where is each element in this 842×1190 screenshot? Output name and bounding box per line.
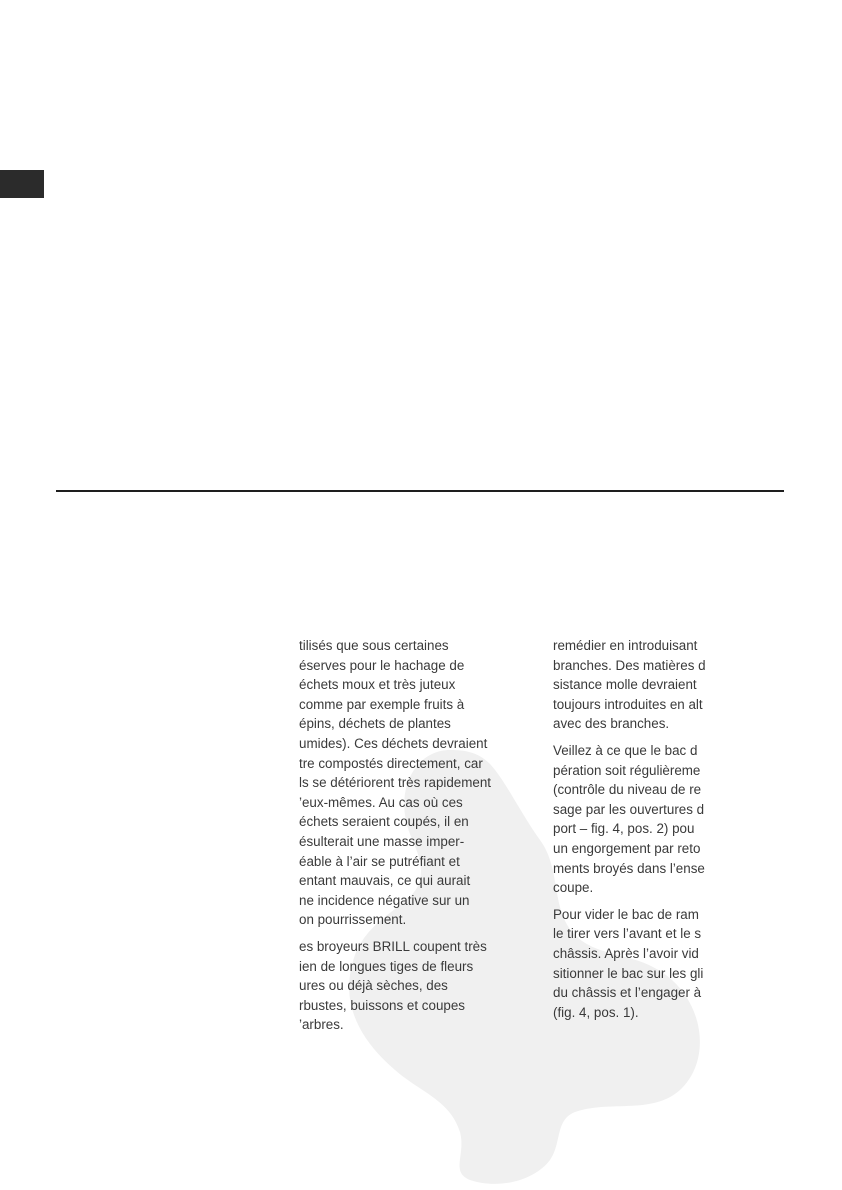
- text-line: Pour vider le bac de ram: [553, 906, 699, 922]
- paragraph-usage-restrictions: [299, 636, 535, 930]
- text-line: (contrôle du niveau de re: [553, 782, 702, 798]
- text-line: umides). Ces déchets devraient: [299, 735, 488, 751]
- paragraph-bin-check: [553, 741, 729, 898]
- text-line: es broyeurs BRILL coupent très: [299, 938, 487, 954]
- text-line: port – fig. 4, pos. 2) pou: [553, 821, 695, 837]
- text-line: épins, déchets de plantes: [299, 716, 451, 732]
- text-line: ments broyés dans l’ense: [553, 860, 705, 876]
- text-line: entant mauvais, ce qui aurait: [299, 873, 471, 889]
- text-line: branches. Des matières d: [553, 657, 706, 673]
- text-column-left: [299, 636, 535, 1042]
- text-line: ls se détériorent très rapidement: [299, 775, 492, 791]
- text-line: tre compostés directement, car: [299, 755, 483, 771]
- text-line: échets seraient coupés, il en: [299, 814, 469, 830]
- section-divider: [56, 490, 784, 492]
- paragraph-brill-shredders: [299, 937, 535, 1035]
- text-line: ésulterait une masse imper-: [299, 833, 465, 849]
- text-line: remédier en introduisant: [553, 638, 698, 653]
- text-line: du châssis et l’engager à: [553, 985, 702, 1001]
- text-line: avec des branches.: [553, 716, 670, 732]
- text-line: échets moux et très juteux: [299, 677, 456, 693]
- text-line: sitionner le bac sur les gli: [553, 965, 704, 981]
- text-line: toujours introduites en alt: [553, 696, 703, 712]
- text-line: le tirer vers l’avant et le s: [553, 926, 702, 942]
- text-line: sistance molle devraient: [553, 677, 697, 693]
- text-line: ’arbres.: [299, 1017, 344, 1033]
- text-line: châssis. Après l’avoir vid: [553, 945, 699, 961]
- text-line: on pourrissement.: [299, 912, 407, 928]
- paragraph-empty-bin: [553, 905, 729, 1023]
- text-line: tilisés que sous certaines: [299, 638, 449, 653]
- text-line: pération soit régulièreme: [553, 762, 701, 778]
- text-line: ne incidence négative sur un: [299, 892, 470, 908]
- text-line: un engorgement par reto: [553, 840, 701, 856]
- text-line: (fig. 4, pos. 1).: [553, 1004, 639, 1020]
- text-line: éable à l’air se putréfiant et: [299, 853, 460, 869]
- text-line: éserves pour le hachage de: [299, 657, 465, 673]
- text-line: ures ou déjà sèches, des: [299, 978, 448, 994]
- text-line: ’eux-mêmes. Au cas où ces: [299, 794, 463, 810]
- text-line: coupe.: [553, 880, 594, 896]
- text-line: rbustes, buissons et coupes: [299, 997, 465, 1013]
- text-column-right: [553, 636, 729, 1029]
- language-tab-marker: [0, 170, 44, 198]
- paragraph-branches-mix: [553, 636, 729, 734]
- text-line: comme par exemple fruits à: [299, 696, 465, 712]
- text-line: Veillez à ce que le bac d: [553, 742, 698, 758]
- text-line: sage par les ouvertures d: [553, 801, 705, 817]
- text-line: ien de longues tiges de fleurs: [299, 958, 474, 974]
